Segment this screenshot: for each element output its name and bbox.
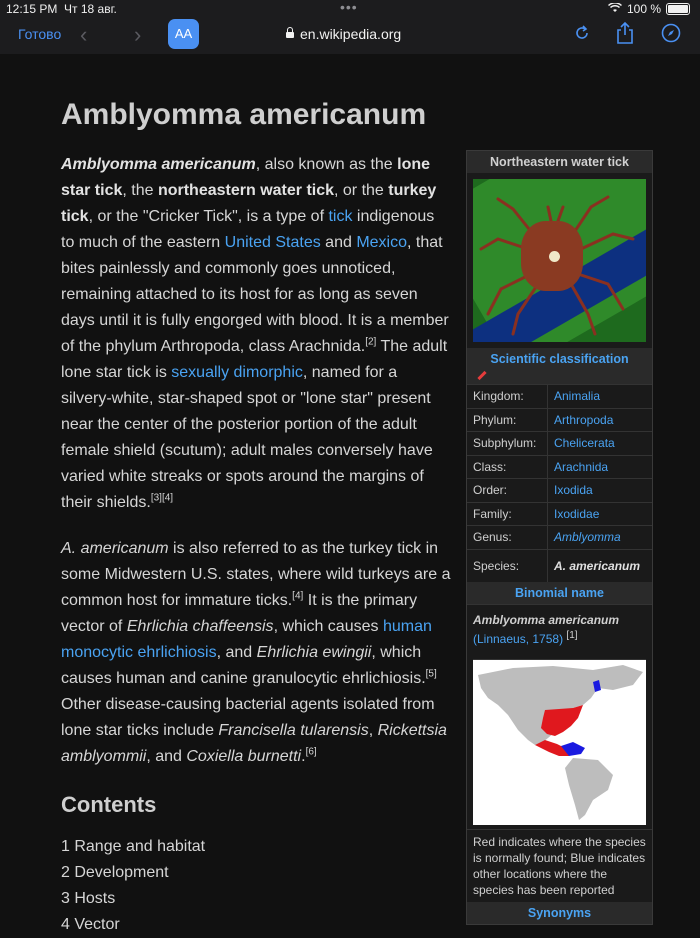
citation[interactable]: [1] xyxy=(566,629,578,641)
address-bar[interactable] xyxy=(286,26,401,42)
table-row xyxy=(467,479,652,503)
row-key: Subphylum: xyxy=(467,432,548,456)
citation[interactable]: [2] xyxy=(365,336,377,348)
done-button[interactable]: Готово xyxy=(18,26,62,42)
url-text: en.wikipedia.org xyxy=(300,26,402,42)
italic-text: Coxiella burnetti xyxy=(186,748,302,765)
americas-map xyxy=(473,660,646,825)
binomial-text: Amblyomma americanum xyxy=(473,612,620,627)
contents-heading: Contents xyxy=(61,792,157,817)
classification-table xyxy=(467,384,652,582)
row-link[interactable]: Arthropoda xyxy=(548,408,653,432)
row-key: Kingdom: xyxy=(467,385,548,409)
row-key: Class: xyxy=(467,455,548,479)
toc-item[interactable]: 2 Development xyxy=(61,864,169,881)
infobox xyxy=(466,150,653,925)
text-span: The adult lone star tick is xyxy=(61,338,448,381)
row-link[interactable]: Arachnida xyxy=(548,455,653,479)
wifi-icon xyxy=(608,2,622,16)
back-icon[interactable]: ‹ xyxy=(80,22,88,47)
italic-text: Ehrlichia chaffeensis xyxy=(126,618,274,635)
table-row xyxy=(467,455,652,479)
italic-text: A. americanum xyxy=(61,540,169,557)
text-span: , and xyxy=(216,644,257,661)
table-row xyxy=(467,526,652,550)
text-span: is also referred to as the turkey tick in some Midwestern U.S. states, where wild turkeys are a common host for immature ticks. xyxy=(61,540,451,609)
row-link[interactable]: Ixodidae xyxy=(548,502,653,526)
toc-item[interactable]: 3 Hosts xyxy=(61,890,116,907)
table-of-contents xyxy=(61,834,451,938)
row-link[interactable]: Animalia xyxy=(548,385,653,409)
text-span: , which causes xyxy=(273,618,383,635)
map-caption: Red indicates where the species is normally found; Blue indicates other locations where the species has been reported xyxy=(467,829,652,902)
bold-text: northeastern water tick xyxy=(157,182,335,199)
clock-time: 12:15 PM xyxy=(6,2,58,16)
table-row xyxy=(467,432,652,456)
table-row xyxy=(467,408,652,432)
citation[interactable]: [6] xyxy=(305,746,317,758)
table-row xyxy=(467,385,652,409)
status-time xyxy=(6,2,117,16)
text-span: , xyxy=(368,722,378,739)
toc-item[interactable]: 1 Range and habitat xyxy=(61,838,206,855)
bold-text: lone star tick xyxy=(61,156,431,199)
text-span: , or the xyxy=(334,182,389,199)
battery-icon xyxy=(666,3,690,15)
link-tick[interactable]: tick xyxy=(328,208,353,225)
forward-icon[interactable]: › xyxy=(134,22,142,47)
status-bar xyxy=(0,0,700,18)
reload-icon[interactable] xyxy=(573,24,591,47)
citation[interactable]: [4] xyxy=(161,492,174,504)
italic-text: Ehrlichia ewingii xyxy=(256,644,372,661)
italic-text: Rickettsia amblyommii xyxy=(61,722,447,765)
intro-paragraph xyxy=(61,152,451,516)
toc-item[interactable]: 4 Vector xyxy=(61,916,120,933)
battery-percent: 100 % xyxy=(626,2,661,16)
row-link[interactable]: Chelicerata xyxy=(548,432,653,456)
row-key: Phylum: xyxy=(467,408,548,432)
share-icon[interactable] xyxy=(615,21,635,50)
scientific-classification-heading xyxy=(467,348,652,384)
table-row xyxy=(467,502,652,526)
status-indicators xyxy=(608,2,690,16)
text-span: . xyxy=(301,748,306,765)
synonyms-heading[interactable]: Synonyms xyxy=(467,902,652,924)
link-linnaeus[interactable]: (Linnaeus, 1758) xyxy=(473,631,564,646)
status-date: Чт 18 авг. xyxy=(64,2,117,16)
reader-settings-button[interactable]: AA xyxy=(168,19,199,49)
link-united-states[interactable]: United States xyxy=(224,234,321,251)
row-key: Species: xyxy=(467,549,548,582)
table-row xyxy=(467,549,652,582)
text-span: , and xyxy=(146,748,187,765)
range-map[interactable] xyxy=(473,659,646,825)
binomial-name-heading: Binomial name xyxy=(467,582,652,604)
bold-text: turkey tick xyxy=(61,182,437,225)
text-span: , which causes human and canine granulocytic ehrlichiosis. xyxy=(61,644,426,687)
citation[interactable]: [3] xyxy=(150,492,162,504)
page-title: Amblyomma americanum xyxy=(61,98,427,131)
row-link[interactable]: Ixodida xyxy=(548,479,653,503)
link-human-monocytic-ehrlichiosis[interactable]: human monocytic ehrlichiosis xyxy=(61,618,432,661)
text-span: , also known as the xyxy=(255,156,398,173)
lone-star-spot xyxy=(549,251,560,262)
text-span: Amblyomma americanum xyxy=(61,156,256,173)
row-value: A. americanum xyxy=(548,549,653,582)
text-span: and xyxy=(320,234,357,251)
text-span: , named for a silvery-white, star-shaped spot or "lone star" present near the center of the posterior portion of the adult female shield (scutum); adult males conversely have varied white streaks or spots around the margins of their shields. xyxy=(61,364,433,511)
compass-icon[interactable] xyxy=(661,23,681,48)
infobox-title: Northeastern water tick xyxy=(467,151,652,173)
text-span: , the xyxy=(122,182,158,199)
citation[interactable]: [4] xyxy=(292,590,304,602)
second-paragraph xyxy=(61,536,451,770)
article-body xyxy=(61,56,451,938)
row-key: Family: xyxy=(467,502,548,526)
text-span: , that bites painlessly and commonly goes unnoticed, remaining attached to its host for as long as seven days until it is fully engorged with blood. It is a member of the phylum Arthropoda, class Arachnida. xyxy=(61,234,449,355)
italic-text: Francisella tularensis xyxy=(218,722,369,739)
section-label: Scientific classification xyxy=(490,352,629,366)
text-span: It is the primary vector of xyxy=(61,592,418,635)
link-mexico[interactable]: Mexico xyxy=(356,234,407,251)
edit-pencil-icon[interactable] xyxy=(477,371,486,380)
text-span: , or the "Cricker Tick", is a type of xyxy=(88,208,329,225)
multitasking-dots-icon[interactable]: ••• xyxy=(340,0,358,15)
row-link[interactable]: Amblyomma xyxy=(548,526,653,550)
citation[interactable]: [5] xyxy=(425,668,437,680)
tick-photo[interactable] xyxy=(473,179,646,342)
browser-toolbar xyxy=(0,18,700,54)
text-span: indigenous to much of the eastern xyxy=(61,208,435,251)
row-key: Order: xyxy=(467,479,548,503)
text-span: Other disease-causing bacterial agents isolated from lone star ticks include xyxy=(61,696,435,739)
lock-icon xyxy=(286,32,294,38)
binomial-name xyxy=(467,604,652,655)
link-sexually-dimorphic[interactable]: sexually dimorphic xyxy=(171,364,303,381)
row-key: Genus: xyxy=(467,526,548,550)
